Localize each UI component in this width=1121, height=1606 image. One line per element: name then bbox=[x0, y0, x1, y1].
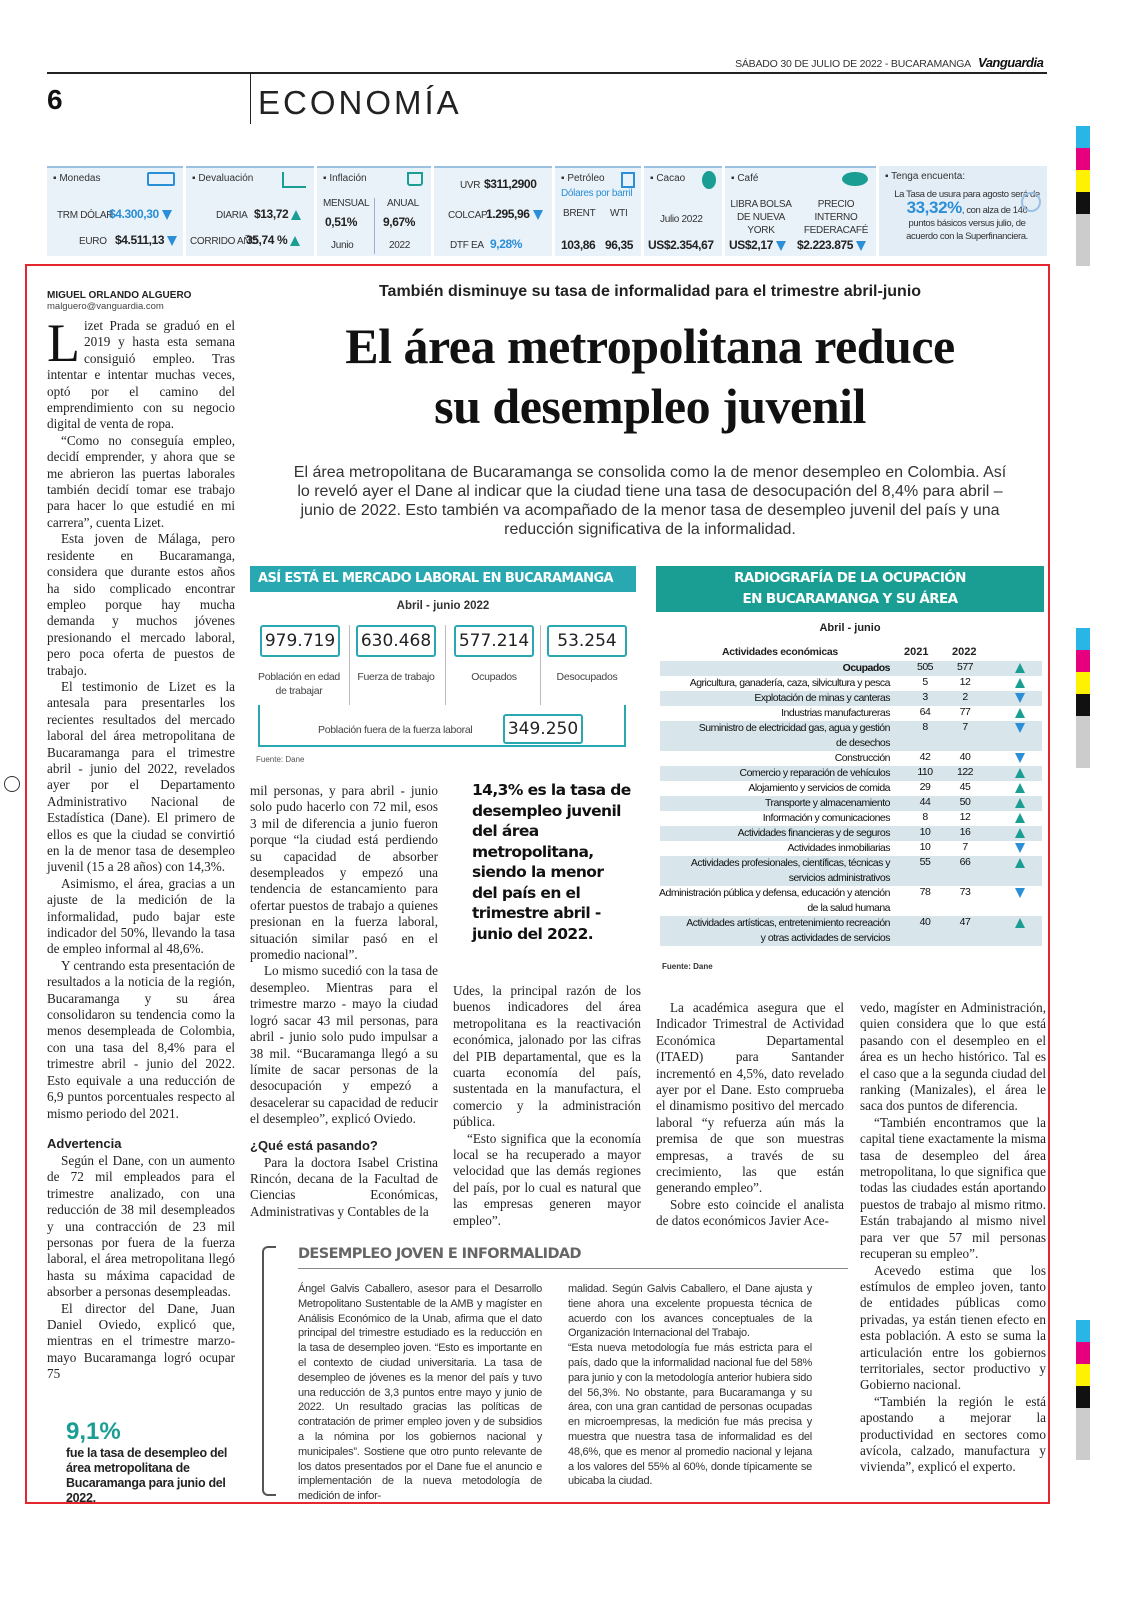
cacao-value: US$2.354,67 bbox=[648, 238, 714, 252]
ticker-monedas bbox=[47, 166, 183, 256]
activity-label-line: Construcción bbox=[834, 752, 890, 764]
box-title-rule bbox=[298, 1268, 848, 1269]
trm-label: TRM DÓLAR bbox=[57, 210, 114, 221]
ticker-monedas-title: ▪ Monedas bbox=[53, 173, 101, 184]
activity-label-line: de desechos bbox=[835, 737, 890, 749]
stat-box: 630.468 bbox=[356, 625, 436, 657]
value-2022: 12 bbox=[959, 811, 971, 823]
divider bbox=[374, 198, 375, 254]
corrido-value: 35,74 % bbox=[246, 233, 300, 247]
activity-label bbox=[686, 916, 890, 946]
column-4 bbox=[656, 1000, 844, 1230]
headline-line-1: El área metropolitana reduce bbox=[345, 318, 955, 374]
ticker-devaluacion-title: ▪ Devaluación bbox=[192, 173, 254, 184]
header-rule bbox=[47, 72, 1047, 74]
euro-value: $4.511,13 bbox=[115, 233, 177, 247]
uvr-label: UVR bbox=[460, 180, 481, 191]
color-mark bbox=[1076, 716, 1090, 768]
value-2022: 47 bbox=[959, 916, 971, 928]
interno-label: PRECIO INTERNO FEDERACAFÉ bbox=[803, 199, 869, 236]
arrow-up-icon bbox=[1015, 858, 1025, 868]
activity-label-line: Agricultura, ganadería, caza, silvicultura y pesca bbox=[689, 677, 890, 689]
anual-period: 2022 bbox=[389, 240, 411, 251]
col1-paragraph: Según el Dane, con un aumento de 72 mil empleados para el trimestre analizado, con una reducción de 38 mil desempleados y una contracción de 23 mil personas por fuera de la fuerza laboral, el área metropolitana llegó hasta su máxima capacidad de absorber a personas desempleadas. bbox=[47, 1152, 235, 1300]
radiografia-col-label: Actividades económicas bbox=[722, 646, 838, 658]
colcap-label: COLCAP bbox=[448, 210, 488, 221]
radiografia-col-2021: 2021 bbox=[904, 646, 929, 658]
value-2022: 77 bbox=[959, 706, 971, 718]
column-1 bbox=[47, 313, 235, 1383]
value-2021: 10 bbox=[919, 841, 931, 853]
radiografia-col-2022: 2022 bbox=[952, 646, 977, 658]
col5-paragraph: “También encontramos que la capital tiene exactamente la misma tasa de desempleo del área metropolitana, lo que significa que todas las ciudades están aportando puestos de trabajo al mismo ritmo. Están trabajando al mismo nivel para ver que 57 mil personas recuperan su empleo”. bbox=[860, 1114, 1046, 1262]
pull-stat-value: 9,1% bbox=[66, 1418, 121, 1445]
activity-label-line: Actividades financieras y de seguros bbox=[737, 827, 890, 839]
cacao-period: Julio 2022 bbox=[660, 214, 703, 225]
color-mark bbox=[1076, 672, 1090, 694]
fuera-label: Población fuera de la fuerza laboral bbox=[314, 724, 476, 736]
ticker-cacao-title: ▪ Cacao bbox=[650, 173, 686, 184]
mercado-title-bar: ASÍ ESTÁ EL MERCADO LABORAL EN BUCARAMANGA A.M. bbox=[250, 566, 636, 592]
mercado-source: Fuente: Dane bbox=[256, 755, 305, 764]
arrow-up-icon bbox=[1015, 663, 1025, 673]
color-mark bbox=[1076, 694, 1090, 716]
value-2021: 10 bbox=[919, 826, 931, 838]
dateline: SÁBADO 30 DE JULIO DE 2022 - BUCARAMANGA bbox=[735, 58, 971, 70]
color-mark bbox=[1076, 1320, 1090, 1342]
arrow-down-icon bbox=[776, 241, 786, 251]
activity-label bbox=[843, 661, 890, 676]
arrow-down-icon bbox=[162, 210, 172, 220]
col4-paragraph: La académica asegura que el Indicador Trimestral de Actividad Económica Departamental (ITAED) para Santander incrementó en 4,5%, dato revelado ayer por el Dane. Esto comprueba el dinamismo positivo del mercado laboral “y refuerza aún más la premisa de que son muestras empresas, a través de su crecimiento, las que están generando empleo”. bbox=[656, 1000, 844, 1196]
table-row bbox=[660, 706, 1042, 721]
value-2021: 8 bbox=[922, 811, 928, 823]
ticker-tenga bbox=[879, 166, 1047, 256]
basket-icon bbox=[407, 172, 423, 186]
tenga-title: ▪ Tenga encuenta: bbox=[885, 171, 966, 182]
brent-label: BRENT bbox=[563, 208, 596, 219]
color-mark bbox=[1076, 126, 1090, 148]
activity-label-line: Actividades inmobiliarias bbox=[787, 842, 890, 854]
stat-box: 979.719 bbox=[260, 625, 340, 657]
value-2022: 73 bbox=[959, 886, 971, 898]
col2-paragraph: Lo mismo sucedió con la tasa de desempleo. Mientras para el trimestre marzo - mayo la ciudad logró sacar 43 mil personas, para abril - junio solo pudo impulsar a 38 mil. “Bucaramanga llegó a su límite de sacar personas de la desocupación y empezó a desacelerar su capacidad de reducir el desempleo”, explicó Oviedo. bbox=[250, 963, 438, 1127]
ticker-cafe bbox=[725, 166, 876, 256]
table-row bbox=[660, 721, 1042, 751]
arrow-up-icon bbox=[1015, 768, 1025, 778]
activity-label bbox=[788, 841, 890, 856]
search-icon bbox=[1021, 192, 1041, 212]
dropcap: L bbox=[47, 313, 80, 373]
column-5 bbox=[860, 1000, 1046, 1476]
col1-paragraph: Asimismo, el área, gracias a un ajuste de la medición de la informalidad, pudo bajar este indicador del 50%, llevando la tasa de empleo informal al 48,6%. bbox=[47, 875, 235, 957]
activity-label bbox=[781, 706, 890, 721]
arrow-down-icon bbox=[1015, 753, 1025, 763]
value-2022: 7 bbox=[962, 841, 968, 853]
chart-up-icon bbox=[282, 172, 306, 188]
color-mark bbox=[1076, 148, 1090, 170]
activity-label-line: Información y comunicaciones bbox=[762, 812, 890, 824]
activity-label bbox=[659, 886, 890, 916]
arrow-down-icon bbox=[167, 236, 177, 246]
stat-label: Fuerza de trabajo bbox=[357, 671, 435, 683]
value-2021: 78 bbox=[919, 886, 931, 898]
table-row bbox=[660, 886, 1042, 916]
headline-line-2: su desempleo juvenil bbox=[434, 378, 866, 434]
section-divider bbox=[250, 74, 251, 124]
activity-label bbox=[691, 856, 890, 886]
table-row bbox=[660, 856, 1042, 886]
stat-label: Desocupados bbox=[556, 671, 618, 683]
value-2021: 55 bbox=[919, 856, 931, 868]
col1-paragraph: Y centrando esta presentación de resultados a la noticia de la región, Bucaramanga y su área consolidaron su tendencia como la menos desempleada de Colombia, con una tasa del 8,4% para el trimestre abril - junio del 2022. Esto equivale a una reducción de 6,9 puntos porcentuales respecto al mismo periodo del 2021. bbox=[47, 957, 235, 1121]
arrow-down-icon bbox=[533, 210, 543, 220]
stat-box: 577.214 bbox=[454, 625, 534, 657]
ticker-inflacion-title: ▪ Inflación bbox=[323, 173, 367, 184]
table-row bbox=[660, 691, 1042, 706]
table-row bbox=[660, 781, 1042, 796]
activity-label-line: Ocupados bbox=[842, 662, 890, 674]
color-mark bbox=[1076, 1342, 1090, 1364]
euro-label: EURO bbox=[79, 236, 107, 247]
radiografia-period: Abril - junio bbox=[819, 622, 881, 634]
value-2022: 40 bbox=[959, 751, 971, 763]
table-row bbox=[660, 676, 1042, 691]
kicker: También disminuye su tasa de informalidad para el trimestre abril-junio bbox=[378, 283, 922, 300]
petroleo-sub: Dólares por barril bbox=[561, 188, 633, 199]
value-2021: 29 bbox=[919, 781, 931, 793]
activity-label-line: Explotación de minas y canteras bbox=[754, 692, 890, 704]
oil-pump-icon bbox=[621, 172, 635, 188]
arrow-up-icon bbox=[1015, 678, 1025, 688]
activity-label bbox=[765, 796, 890, 811]
arrow-up-icon bbox=[1015, 828, 1025, 838]
table-row bbox=[660, 661, 1042, 676]
wti-value: 96,35 bbox=[605, 238, 634, 252]
table-row bbox=[660, 751, 1042, 766]
activity-label bbox=[748, 781, 890, 796]
subhead-que-esta-pasando: ¿Qué está pasando? bbox=[250, 1137, 378, 1153]
pull-stat bbox=[66, 1418, 236, 1506]
divider bbox=[540, 625, 541, 705]
box-right-paragraph: “Esta nueva metodología fue más estricta para el país, dado que la informalidad nacional fue del 58% para junio y con la metodología anterior hubiera sido del 56,3%. No obstante, para Bucaramanga y su área, con una gran cantidad de personas ocupadas en microempresas, la medición fue más precisa y muestra que nuestra tasa de informalidad es del 48,6%, que es menor al promedio nacional y lejana a los valores del 55% al 60%, donde típicamente se ubicaba la ciudad. bbox=[568, 1342, 812, 1488]
activity-label-line: de la salud humana bbox=[807, 902, 890, 914]
col3-paragraph: Udes, la principal razón de los buenos indicadores del área metropolitana es la reactivación económica, jalonado por las cifras del PIB departamental, que es la cuarta economía del país, sustentada en la manufactura, el comercio y la administración pública. bbox=[453, 983, 641, 1130]
value-2022: 50 bbox=[959, 796, 971, 808]
ticker-cacao bbox=[644, 166, 722, 256]
activity-label-line: servicios administrativos bbox=[788, 872, 890, 884]
pull-quote: 14,3% es la tasa de desempleo juvenil del área metropolitana, siendo la menor del país en el trimestre abril - junio del 2022. bbox=[472, 781, 631, 943]
arrow-up-icon bbox=[1015, 798, 1025, 808]
value-2022: 2 bbox=[962, 691, 968, 703]
stat-label: Ocupados bbox=[471, 671, 517, 683]
value-2021: 42 bbox=[919, 751, 931, 763]
fuera-value: 349.250 bbox=[503, 714, 583, 744]
activity-label bbox=[699, 721, 890, 751]
dtf-label: DTF EA bbox=[450, 240, 484, 251]
ticker-cafe-title: ▪ Café bbox=[731, 173, 759, 184]
lead: El área metropolitana de Bucaramanga se consolida como la de menor desempleo en Colombia. Así lo reveló ayer el Dane al indicar que la ciudad tiene una tasa de desocupación del 8,4% para abril – junio de 2022. Esto también va acompañado de la menor tasa de desempleo juvenil del país y una reducción significativa de la informalidad. bbox=[293, 464, 1007, 538]
activity-label-line: Alojamiento y servicios de comida bbox=[748, 782, 890, 794]
activity-label bbox=[690, 676, 890, 691]
mensual-value: 0,51% bbox=[325, 215, 358, 229]
box-left-text: Ángel Galvis Caballero, asesor para el Desarrollo Metropolitano Sustentable de la AMB y magíster en Análisis Económico de la Unab, afirma que el dato principal del trimestre estudiado es la reducción en la tasa de desempleo joven. “Esto es importante en el contexto de ciudad universitaria. La tasa de desempleo de jóvenes es la menor del país y tuvo una reducción de 3,3 puntos entre mayo y junio de 2022. Un resultado gracias las políticas de contratación de primer empleo joven y de subsidios a la nómina por los gobiernos nacional y municipales”. Sostiene que otro punto relevante de los datos presentados por el Dane fue el anuncio e implementación de la nueva metodología de medición de infor- bbox=[298, 1283, 542, 1503]
trm-value: $4.300,30 bbox=[109, 207, 172, 221]
value-2022: 45 bbox=[959, 781, 971, 793]
color-mark bbox=[1076, 1408, 1090, 1460]
table-row bbox=[660, 796, 1042, 811]
diaria-label: DIARIA bbox=[216, 210, 248, 221]
color-mark bbox=[1076, 214, 1090, 266]
col1-paragraph: El testimonio de Lizet es la antesala para presentarles los recientes resultados del mercado laboral del área metropolitana de Bucaramanga para el trimestre abril - junio del 2022, revelados ayer por el Departamento Administrativo Nacional de Estadística (Dane). El primero de ellos es que la ciudad se convirtió en la de menor tasa de desempleo juvenil (15 a 28 años) con 14,3%. bbox=[47, 678, 235, 875]
value-2022: 7 bbox=[962, 721, 968, 733]
divider bbox=[445, 625, 446, 705]
col5-paragraph: “También la región le está apostando a mejorar la productividad en sectores como avícola, calzado, manufactura y vivienda”, explicó el experto. bbox=[860, 1393, 1046, 1475]
byline-name: MIGUEL ORLANDO ALGUERO bbox=[47, 290, 192, 301]
col1-paragraph: Esta joven de Málaga, pero residente en Bucaramanga, considera que durante estos años ha sido complicado encontrar empleo porque hay mucha demanda y muchos jóvenes presionando el mercado laboral, pero poca oferta de puestos de trabajo. bbox=[47, 531, 235, 678]
value-2021: 3 bbox=[922, 691, 928, 703]
stat-label: Población en edad de trabajar bbox=[258, 671, 340, 697]
arrow-down-icon bbox=[856, 241, 866, 251]
col2-paragraph: mil personas, y para abril - junio solo pudo hacerlo con 72 mil, esos 3 mil de diferencia a junio fueron porque “la ciudad está perdiendo su capacidad de absorber desempleados y empezó una tendencia de estancamiento para ofertar puestos de trabajo a quienes presionan en la fuerza laboral, situación similar pasó en el promedio nacional”. bbox=[250, 783, 438, 963]
page-number: 6 bbox=[47, 84, 63, 115]
dtf-value: 9,28% bbox=[490, 237, 523, 251]
uvr-value: $311,2900 bbox=[484, 177, 537, 191]
box-brace bbox=[262, 1246, 276, 1496]
ticker-devaluacion bbox=[186, 166, 314, 256]
arrow-up-icon bbox=[1015, 813, 1025, 823]
activity-label-line: Administración pública y defensa, educación y atención bbox=[659, 887, 890, 899]
col5-paragraph: Acevedo estima que los estímulos de empleo joven, tanto de entidades públicas como privadas, ya están tienen efecto en esta población. A esto se suma la articulación entre los gobiernos territoriales, sector productivo y Gobierno nacional. bbox=[860, 1262, 1046, 1393]
value-2021: 44 bbox=[919, 796, 931, 808]
activity-label bbox=[738, 826, 890, 841]
mensual-period: Junio bbox=[331, 240, 354, 251]
activity-label-line: Transporte y almacenamiento bbox=[764, 797, 890, 809]
activity-label bbox=[835, 751, 890, 766]
mensual-label: MENSUAL bbox=[323, 198, 370, 209]
col1-paragraph: El director del Dane, Juan Daniel Oviedo, explicó que, mientras en el trimestre marzo-mayo Bucaramanga logró ocupar 75 bbox=[47, 1300, 235, 1382]
activity-label-line: Industrias manufactureras bbox=[781, 707, 890, 719]
box-right-paragraph: malidad. Según Galvis Caballero, el Dane ajusta y tiene ahora una excelente propuesta técnica de acuerdo con los avances conceptuales de la Organización Internacional del Trabajo. bbox=[568, 1283, 812, 1340]
arrow-down-icon bbox=[1015, 693, 1025, 703]
value-2021: 40 bbox=[919, 916, 931, 928]
pull-stat-text: fue la tasa de desempleo del área metropolitana de Bucaramanga para junio del 2022. bbox=[66, 1446, 228, 1505]
coffee-beans-icon bbox=[842, 172, 868, 186]
col2-paragraph: Para la doctora Isabel Cristina Rincón, decana de la Facultad de Ciencias Económicas, Administrativas y Contables de la bbox=[250, 1154, 438, 1219]
box-title: DESEMPLEO JOVEN E INFORMALIDAD bbox=[298, 1246, 581, 1262]
color-mark bbox=[1076, 650, 1090, 672]
activity-label bbox=[740, 766, 891, 781]
mercado-period: Abril - junio 2022 bbox=[396, 600, 490, 612]
brent-value: 103,86 bbox=[561, 238, 596, 252]
tenga-text: La Tasa de usura para agosto será de 33,32%, con alza de 140 puntos básicos versus julio, de acuerdo con la Superfinanciera. bbox=[894, 189, 1040, 242]
value-2021: 8 bbox=[922, 721, 928, 733]
subhead-advertencia: Advertencia bbox=[47, 1135, 122, 1151]
activity-label bbox=[754, 691, 890, 706]
color-mark bbox=[1076, 170, 1090, 192]
activity-label bbox=[763, 811, 890, 826]
arrow-up-icon bbox=[290, 236, 300, 246]
ticker-inflacion bbox=[317, 166, 431, 256]
libra-value: US$2,17 bbox=[729, 238, 786, 252]
brand-logo: Vanguardia bbox=[978, 55, 1044, 70]
value-2022: 122 bbox=[956, 766, 974, 778]
value-2022: 66 bbox=[959, 856, 971, 868]
anual-value: 9,67% bbox=[383, 215, 416, 229]
value-2022: 16 bbox=[959, 826, 971, 838]
stat-box: 53.254 bbox=[547, 625, 627, 657]
col5-paragraph: vedo, magíster en Administración, quien considera que lo que está pasando con el desempleo en el área es un hecho histórico. Tal es el caso que a la segunda ciudad del ranking (Manizales), el área le saca dos puntos de diferencia. bbox=[860, 1000, 1046, 1114]
color-mark bbox=[1076, 192, 1090, 214]
arrow-up-icon bbox=[291, 210, 301, 220]
radiografia-title bbox=[656, 566, 1044, 612]
activity-label-line: Actividades profesionales, científicas, técnicas y bbox=[690, 857, 890, 869]
activity-label-line: Comercio y reparación de vehículos bbox=[739, 767, 890, 779]
arrow-up-icon bbox=[1015, 918, 1025, 928]
value-2021: 5 bbox=[922, 676, 928, 688]
wti-label: WTI bbox=[610, 208, 628, 219]
activity-label-line: Actividades artísticas, entretenimiento recreación bbox=[686, 917, 890, 929]
interno-value: $2.223.875 bbox=[797, 238, 866, 252]
col1-paragraph: “Como no conseguía empleo, decidí emprender, y ahora que se me abrieron las puertas laborales también decidí tomar ese trabajo para hacer lo que estudié en mi carrera”, cuenta Lizet. bbox=[47, 432, 235, 530]
cacao-icon bbox=[702, 171, 716, 189]
libra-label: LIBRA BOLSA DE NUEVA YORK bbox=[730, 199, 792, 236]
table-row bbox=[660, 916, 1042, 946]
value-2021: 505 bbox=[916, 661, 934, 673]
arrow-up-icon bbox=[1015, 708, 1025, 718]
radiografia-source: Fuente: Dane bbox=[662, 962, 713, 971]
value-2022: 12 bbox=[959, 676, 971, 688]
crosshair-icon bbox=[4, 776, 20, 792]
column-3 bbox=[453, 983, 641, 1229]
value-2021: 64 bbox=[919, 706, 931, 718]
ticker-petroleo bbox=[555, 166, 641, 256]
color-mark bbox=[1076, 628, 1090, 650]
ticker-tasas bbox=[434, 166, 552, 256]
table-row bbox=[660, 811, 1042, 826]
arrow-down-icon bbox=[1015, 723, 1025, 733]
table-row bbox=[660, 826, 1042, 841]
radiografia-title-line-1: RADIOGRAFÍA DE LA OCUPACIÓN bbox=[734, 570, 966, 586]
arrow-down-icon bbox=[1015, 888, 1025, 898]
headline bbox=[250, 316, 1050, 436]
arrow-up-icon bbox=[1015, 783, 1025, 793]
value-2022: 577 bbox=[956, 661, 974, 673]
col1-paragraph: izet Prada se graduó en el 2019 y hasta esta semana consiguió empleo. Tras intentar e intentar muchas veces, optó por el camino del emprendimiento con su negocio digital de venta de ropa. bbox=[47, 318, 235, 432]
diaria-value: $13,72 bbox=[254, 207, 301, 221]
activity-label-line: y otras actividades de servicios bbox=[760, 932, 890, 944]
table-row bbox=[660, 766, 1042, 781]
section-title: ECONOMÍA bbox=[258, 84, 462, 121]
activity-label-line: Suministro de electricidad gas, agua y gestión bbox=[698, 722, 890, 734]
box-right-text bbox=[568, 1282, 812, 1492]
arrow-down-icon bbox=[1015, 843, 1025, 853]
col3-paragraph: “Esto significa que la economía local se ha recuperado a mayor velocidad que las demás regiones del país, por lo cual es natural que las empresas generen mayor empleo”. bbox=[453, 1130, 641, 1228]
corrido-label: CORRIDO AÑO bbox=[190, 236, 258, 247]
ticker-petroleo-title: ▪ Petróleo bbox=[561, 173, 605, 184]
value-2021: 110 bbox=[917, 766, 933, 778]
color-mark bbox=[1076, 1386, 1090, 1408]
byline-email: malguero@vanguardia.com bbox=[47, 301, 164, 312]
radiografia-title-line-2: EN BUCARAMANGA Y SU ÁREA bbox=[742, 591, 958, 607]
column-2 bbox=[250, 783, 438, 1220]
col4-paragraph: Sobre esto coincide el analista de datos económicos Javier Ace- bbox=[656, 1196, 844, 1229]
colcap-value: 1.295,96 bbox=[486, 207, 543, 221]
anual-label: ANUAL bbox=[387, 198, 419, 209]
divider bbox=[349, 625, 350, 705]
table-row bbox=[660, 841, 1042, 856]
money-icon bbox=[147, 172, 175, 186]
color-mark bbox=[1076, 1364, 1090, 1386]
